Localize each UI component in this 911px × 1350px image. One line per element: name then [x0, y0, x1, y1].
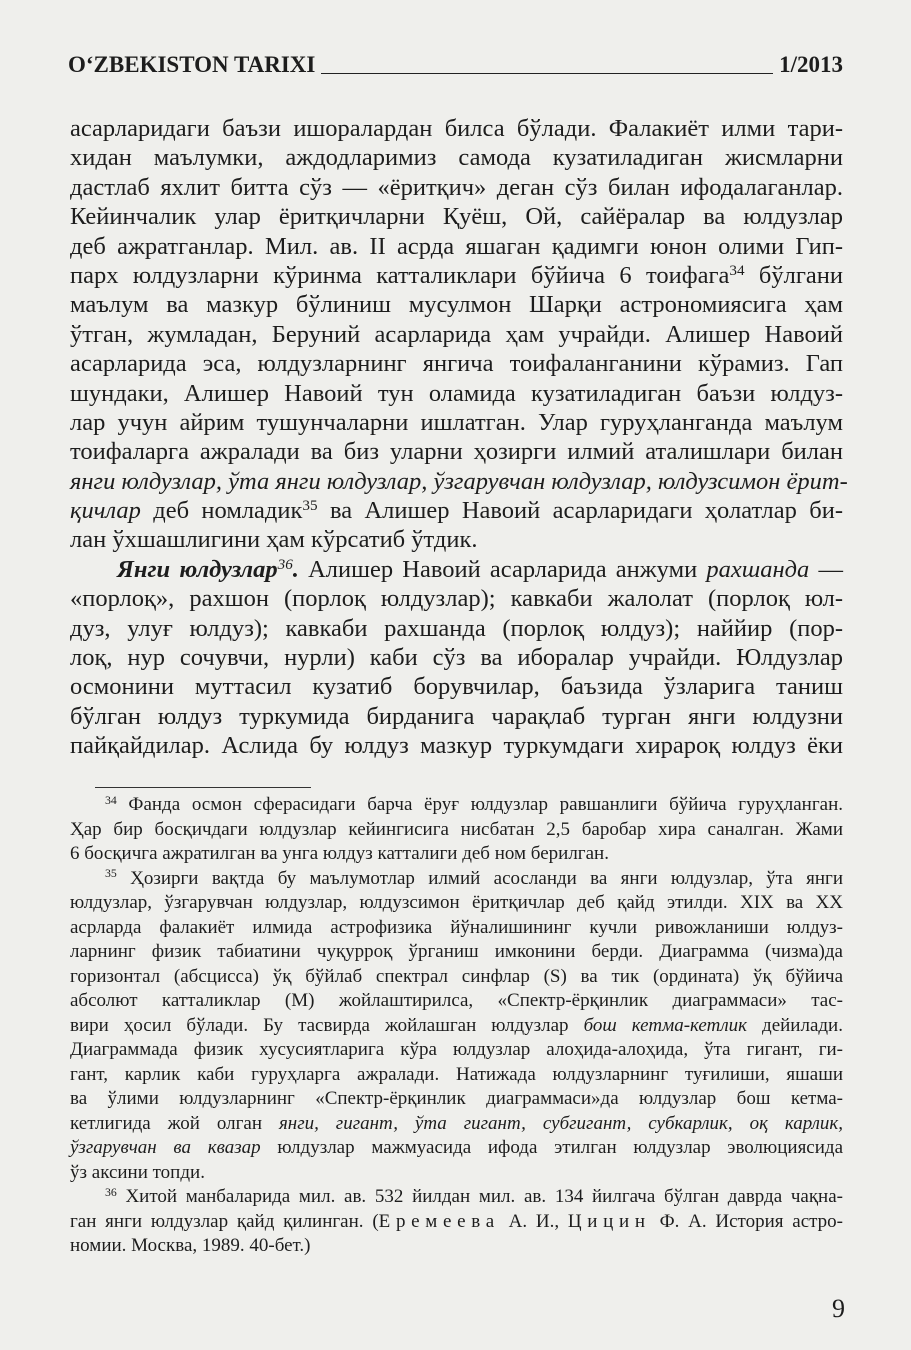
body-paragraph	[70, 555, 843, 761]
footnote	[70, 1185, 843, 1259]
italic-text: қичлар	[70, 497, 141, 525]
text-line	[70, 496, 843, 525]
text-run: ўз аксини топди.	[70, 1161, 205, 1183]
text-run: Фанда осмон сферасидаги барча ёруғ юлдузлар равшанлиги бўйича гуруҳланган.	[116, 794, 843, 815]
text-line	[70, 1014, 843, 1039]
text-run: кетлигида жой олган	[70, 1112, 279, 1134]
page-number: 9	[832, 1294, 845, 1323]
text-run: маълум ва мазкур бўлиниш мусулмон Шарқи астрономиясига ҳам	[70, 291, 843, 319]
text-line	[70, 408, 843, 437]
text-run: осмонини муттасил кузатиб борувчилар, баъзида ўзларига таниш	[70, 673, 843, 701]
text-run: юлдузлар мажмуасида ифода этилган юлдузлар эволюциясида	[260, 1137, 844, 1158]
run-in-heading: .	[292, 555, 299, 583]
text-run: гант, карлик каби гуруҳларга ажралади. Натижада юлдузларнинг туғилиши, яшаши	[70, 1063, 843, 1085]
text-run: абсолют катталиклар (M) жойлаштирилса, «Спектр-ёрқинлик диаграммаси» тас-	[70, 990, 843, 1011]
footnote-marker: 36	[277, 555, 293, 573]
text-line	[70, 143, 843, 172]
text-line	[70, 793, 843, 818]
italic-text: бош кетма-кетлик	[583, 1014, 748, 1036]
text-run: дуз, улуғ юлдуз); кавкаби рахшанда (порлоқ юлдуз); наййир (пор-	[70, 614, 843, 642]
text-run: Диаграммада физик хусусиятларига кўра юлдузлар алоҳида-алоҳида, ўта гигант, ги-	[70, 1039, 843, 1060]
text-line	[70, 1234, 843, 1259]
text-run: асарларида эса, юлдузларнинг янгича тоифаланганини кўрамиз. Гап	[70, 350, 843, 378]
italic-text: янги юлдузлар, ўта янги юлдузлар, ўзгарувчан юлдузлар, юлдузсимон ёрит-	[70, 467, 848, 495]
text-run: дастлаб яхлит битта сўз — «ёритқич» деган сўз билан ифодалаганлар.	[70, 173, 843, 201]
text-run: ган янги юлдузлар қайд қилинган. (	[70, 1210, 379, 1232]
footnote	[70, 793, 843, 867]
text-run: лоқ, нур сочувчи, нурли) каби сўз ва иборалар учрайди. Юлдузлар	[70, 644, 843, 672]
text-run: 6 босқичга ажратилган ва унга юлдуз катталиги деб ном берилган.	[70, 843, 609, 864]
text-line	[70, 232, 843, 261]
text-run: номии. Москва, 1989. 40-бет.)	[70, 1235, 311, 1256]
text-run: Кейинчалик улар ёритқичларни Қуёш, Ой, сайёралар ва юлдузлар	[70, 203, 843, 231]
text-line	[70, 290, 843, 319]
article-body	[70, 114, 848, 761]
footnotes	[70, 793, 843, 1259]
text-line	[70, 731, 843, 760]
text-run: шундаки, Алишер Навоий тун оламида кузатиладиган баъзи юлдуз-	[70, 379, 843, 407]
text-run: горизонтал (абсцисса) ўқ бўйлаб спектрал синфлар (S) ва тик (ордината) ўқ бўйича	[70, 965, 843, 987]
text-run: лан ўхшашлигини ҳам кўрсатиб ўтдик.	[70, 526, 478, 554]
text-line	[70, 1210, 843, 1235]
text-run: ва ўлими юлдузларнинг «Спектр-ёрқинлик диаграммаси»да юлдузлар бош кетма-	[70, 1088, 843, 1109]
text-run: асрларда фалакиёт илмида астрофизика йўналишининг кучли ривожланиши юлдуз-	[70, 916, 843, 938]
text-run: хидан маълумки, аждодларимиз самода кузатиладиган жисмларни	[70, 144, 843, 172]
text-line	[70, 173, 843, 202]
text-run: бўлган юлдуз туркумида бирданига чарақлаб турган янги юлдузни	[70, 702, 843, 730]
text-run: ларнинг физик табиатини чуқурроқ ўрганиш имконини берди. Диаграмма (чизма)да	[70, 941, 843, 962]
text-line	[70, 1185, 843, 1210]
text-run: Алишер Навоий асарларида анжуми	[298, 555, 707, 583]
text-run: деб ажратганлар. Мил. ав. II асрда яшаган қадимги юнон олими Гип-	[70, 232, 843, 260]
author-name: Цицин	[567, 1210, 651, 1232]
text-line	[70, 467, 848, 496]
text-line	[70, 614, 843, 643]
text-line	[70, 1136, 843, 1161]
text-line	[70, 349, 843, 378]
text-line	[70, 891, 843, 916]
italic-text: ўзгарувчан ва квазар	[70, 1137, 261, 1158]
text-line	[70, 320, 843, 349]
text-run: А. И.,	[499, 1210, 568, 1232]
footnote-separator	[95, 787, 311, 788]
text-line	[70, 867, 843, 892]
footnote-marker: 34	[729, 261, 745, 279]
text-line	[70, 555, 843, 584]
journal-title: O‘ZBEKISTON TARIXI	[68, 52, 316, 77]
text-line	[70, 437, 843, 466]
italic-text: рахшанда	[706, 555, 810, 583]
text-run: вири ҳосил бўлади. Бу тасвирда жойлашган юлдузлар	[70, 1014, 584, 1036]
text-line	[70, 1063, 843, 1088]
text-line	[70, 965, 843, 990]
text-line	[70, 379, 843, 408]
text-line	[70, 842, 843, 867]
text-run: асарларидаги баъзи ишоралардан билса бўлади. Фалакиёт илми тари-	[70, 115, 843, 142]
text-line	[70, 202, 843, 231]
footnote-marker: 35	[302, 496, 318, 514]
text-line	[70, 1161, 843, 1186]
text-run: Ф. А. История астро-	[650, 1210, 843, 1232]
footnote-marker: 35	[105, 867, 117, 881]
italic-text: янги, гигант, ўта гигант, субгигант, субкарлик, оқ карлик,	[278, 1112, 843, 1134]
text-run: Хитой манбаларида мил. ав. 532 йилдан мил. ав. 134 йилгача бўлган даврда чақна-	[116, 1186, 843, 1207]
text-run: Ҳозирги вақтда бу маълумотлар илмий асосланди ва янги юлдузлар, ўта янги	[116, 867, 843, 889]
text-line	[70, 584, 843, 613]
header-rule	[321, 73, 773, 74]
text-run: бўлгани	[744, 261, 843, 289]
text-line	[70, 643, 843, 672]
text-line	[70, 525, 843, 554]
text-line	[70, 114, 843, 143]
text-line	[70, 1112, 843, 1137]
footnote	[70, 867, 843, 1186]
text-line	[70, 261, 843, 290]
text-run: юлдузлар, ўзгарувчан юлдузлар, юлдузсимон ёритқичлар деб қайд этилди. XIX ва XX	[70, 892, 843, 913]
footnote-marker: 34	[105, 793, 117, 807]
text-line	[70, 672, 843, 701]
run-in-heading: Янги юлдузлар	[117, 555, 278, 583]
running-header	[68, 52, 843, 78]
text-run: лар учун айрим тушунчаларни ишлатган. Улар гуруҳланганда маълум	[70, 408, 843, 436]
text-run: ва Алишер Навоий асарларидаги ҳолатлар би-	[317, 497, 843, 525]
text-run: пайқайдилар. Аслида бу юлдуз мазкур туркумдаги хирароқ юлдуз ёки	[70, 732, 843, 760]
text-run: Ҳар бир босқичдаги юлдузлар кейингисига нисбатан 2,5 баробар хира саналган. Жами	[70, 818, 843, 840]
text-run: «порлоқ», рахшон (порлоқ юлдузлар); кавкаби жалолат (порлоқ юл-	[70, 585, 843, 613]
author-name: Еремеева	[378, 1210, 500, 1232]
text-run: ўтган, жумладан, Беруний асарларида ҳам учрайди. Алишер Навоий	[70, 320, 843, 348]
text-line	[70, 1087, 843, 1112]
text-run: дейилади.	[747, 1014, 843, 1036]
issue-number: 1/2013	[779, 52, 843, 77]
text-run: —	[809, 555, 843, 583]
text-run: парх юлдузларни кўринма катталиклари бўйича 6 тоифага	[70, 261, 730, 289]
text-line	[70, 1038, 843, 1063]
text-run: деб номладик	[140, 497, 303, 525]
text-line	[70, 916, 843, 941]
footnote-marker: 36	[105, 1185, 117, 1199]
text-line	[70, 702, 843, 731]
text-line	[70, 940, 843, 965]
text-run: тоифаларга ажралади ва биз уларни ҳозирги илмий аталишлари билан	[70, 438, 843, 466]
text-line	[70, 818, 843, 843]
text-line	[70, 989, 843, 1014]
body-paragraph	[70, 114, 848, 555]
